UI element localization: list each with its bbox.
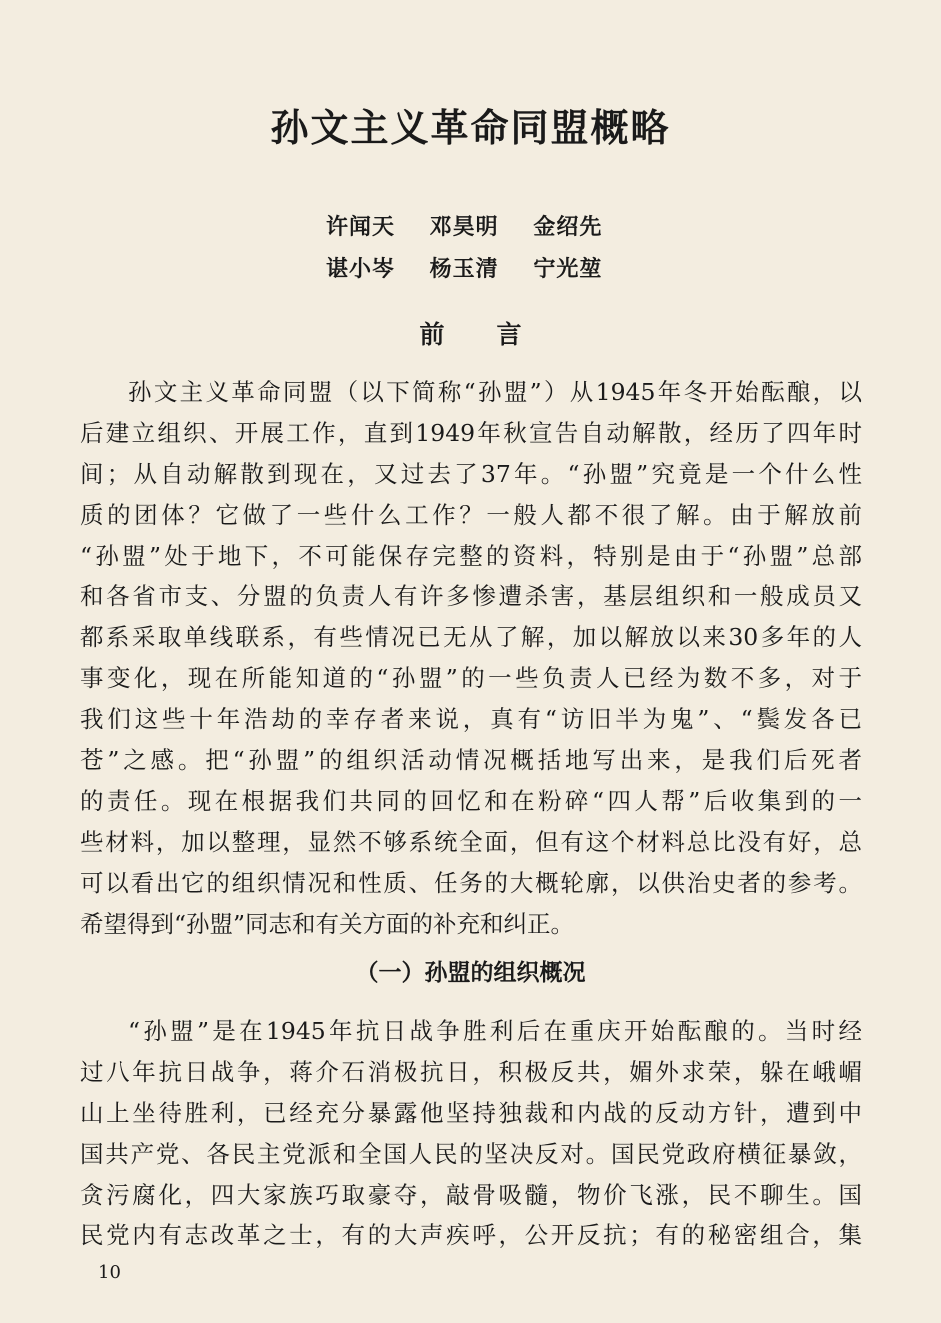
text-line: 和各省市支、分盟的负责人有许多惨遭杀害，基层组织和一般成员又 xyxy=(80,582,862,611)
text-line: 孙文主义革命同盟（以下简称“孙盟”）从1945年冬开始酝酿，以 xyxy=(128,378,862,406)
author-name: 谌小岑 xyxy=(326,256,396,282)
text-line: 事变化，现在所能知道的“孙盟”的一些负责人已经为数不多，对于 xyxy=(80,664,862,693)
text-line: 质的团体？它做了一些什么工作？一般人都不很了解。由于解放前 xyxy=(80,500,862,529)
text-line: 山上坐待胜利，已经充分暴露他坚持独裁和内战的反动方针，遭到中 xyxy=(80,1098,862,1127)
section-heading: （一）孙盟的组织概况 xyxy=(355,959,586,986)
text-line: 过八年抗日战争，蒋介石消极抗日，积极反共，媚外求荣，躲在峨嵋 xyxy=(80,1057,862,1086)
section-paragraph xyxy=(80,1011,862,1256)
author-name: 许闻天 xyxy=(326,214,396,240)
text-line: 希望得到“孙盟”同志和有关方面的补充和纠正。 xyxy=(80,909,575,938)
text-line: 国共产党、各民主党派和全国人民的坚决反对。国民党政府横征暴敛， xyxy=(80,1139,862,1168)
preface-heading: 前言 xyxy=(419,320,574,349)
text-line: 些材料，加以整理，显然不够系统全面，但有这个材料总比没有好，总 xyxy=(80,827,862,856)
text-line: 可以看出它的组织情况和性质、任务的大概轮廓，以供治史者的参考。 xyxy=(80,868,862,897)
text-line: “孙盟”是在1945年抗日战争胜利后在重庆开始酝酿的。当时经 xyxy=(128,1017,862,1045)
text-line: 都系采取单线联系，有些情况已无从了解，加以解放以来30多年的人 xyxy=(80,623,862,652)
preface-paragraph xyxy=(80,372,862,944)
author-line xyxy=(326,254,626,284)
text-line: “孙盟”处于地下，不可能保存完整的资料，特别是由于“孙盟”总部 xyxy=(80,541,862,570)
author-name: 金绍先 xyxy=(533,214,603,240)
text-line: 苍”之感。把“孙盟”的组织活动情况概括地写出来，是我们后死者 xyxy=(80,746,862,775)
author-name: 杨玉清 xyxy=(429,256,499,282)
text-line: 的责任。现在根据我们共同的回忆和在粉碎“四人帮”后收集到的一 xyxy=(80,786,862,815)
document-title: 孙文主义革命同盟概略 xyxy=(270,105,671,150)
text-line: 后建立组织、开展工作，直到1949年秋宣告自动解散，经历了四年时 xyxy=(80,418,862,447)
text-line: 贪污腐化，四大家族巧取豪夺，敲骨吸髓，物价飞涨，民不聊生。国 xyxy=(80,1180,862,1209)
author-name: 邓昊明 xyxy=(429,214,499,240)
author-line xyxy=(326,212,626,242)
text-line: 间；从自动解散到现在，又过去了37年。“孙盟”究竟是一个什么性 xyxy=(80,459,862,488)
text-line: 民党内有志改革之士，有的大声疾呼，公开反抗；有的秘密组合，集 xyxy=(80,1221,862,1250)
text-line: 我们这些十年浩劫的幸存者来说，真有“访旧半为鬼”、“鬓发各已 xyxy=(80,705,862,734)
page-number: 10 xyxy=(98,1262,121,1283)
author-name: 宁光堃 xyxy=(533,256,603,282)
